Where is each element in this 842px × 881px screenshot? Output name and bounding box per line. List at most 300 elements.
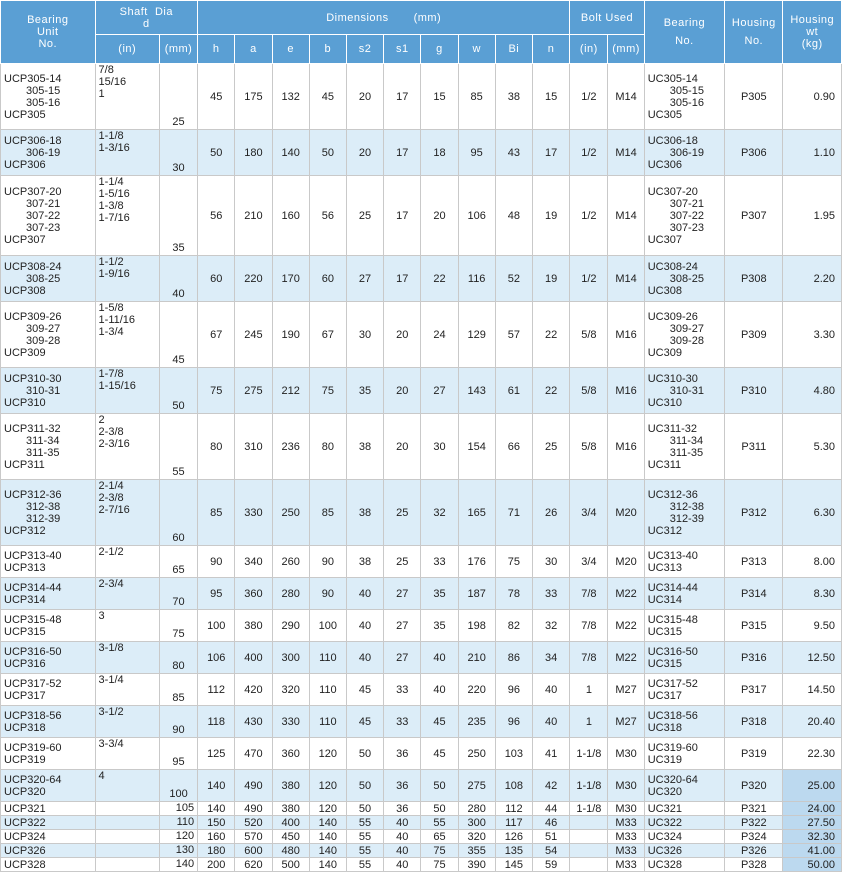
shaft-mm-cell: 105 [159, 802, 197, 816]
shaft-in-line: 3-3/4 [98, 738, 124, 750]
table-header [1, 1, 842, 64]
bolt-mm-cell: M33 [608, 858, 644, 872]
dim-h-cell: 118 [198, 706, 235, 738]
bolt-in-cell: 3/4 [570, 546, 608, 578]
shaft-mm-cell: 35 [159, 176, 197, 256]
dim-s1-cell: 40 [384, 830, 421, 844]
dim-s1-cell: 17 [384, 256, 421, 302]
bearing-unit-no-cell [1, 368, 96, 414]
housing-wt-header: Housing wt (kg) [783, 1, 842, 64]
dim-e-cell: 500 [272, 858, 309, 872]
table-row [1, 64, 842, 130]
housing-wt-cell: 5.30 [783, 414, 842, 480]
bearing-no-line: 307-21 [669, 197, 704, 210]
dim-g-cell: 65 [421, 830, 458, 844]
dim-b-cell: 85 [309, 480, 346, 546]
dim-w-cell: 106 [458, 176, 495, 256]
dim-b-cell: 90 [309, 578, 346, 610]
dim-s1-cell: 33 [384, 706, 421, 738]
housing-no-cell: P321 [725, 802, 783, 816]
shaft-in-cell [95, 480, 159, 546]
dim-g-cell: 75 [421, 844, 458, 858]
bearing-no-line: UC321 [647, 802, 682, 815]
bolt-mm-cell: M27 [608, 706, 644, 738]
unit-no-line: 307-21 [26, 197, 61, 210]
unit-no-line: UCP320-64 [4, 773, 62, 786]
bolt-in-cell [570, 844, 608, 858]
housing-wt-cell: 1.10 [783, 130, 842, 176]
unit-no-line: UCP306 [4, 158, 46, 171]
dim-n-cell: 15 [532, 64, 569, 130]
dim-h-cell: 50 [198, 130, 235, 176]
dim-e-cell: 280 [272, 578, 309, 610]
dim-s2-cell: 38 [346, 546, 383, 578]
dim-n-cell: 42 [532, 770, 569, 802]
dim-b-cell: 45 [309, 64, 346, 130]
unit-no-line: UCP328 [4, 858, 46, 871]
bearing-unit-no-cell [1, 64, 96, 130]
dim-s1-cell: 40 [384, 858, 421, 872]
dim-e-cell: 190 [272, 302, 309, 368]
dim-h-cell: 140 [198, 802, 235, 816]
unit-no-line: 306-19 [26, 146, 61, 159]
table-row [1, 610, 842, 642]
dim-g-cell: 27 [421, 368, 458, 414]
dim-s2-cell: 45 [346, 674, 383, 706]
dim-g-cell: 18 [421, 130, 458, 176]
dim-n-cell: 25 [532, 414, 569, 480]
shaft-in-cell [95, 176, 159, 256]
dim-bi-cell: 145 [495, 858, 532, 872]
shaft-mm-cell: 75 [159, 610, 197, 642]
bearing-no-line: 311-34 [669, 434, 704, 447]
housing-no-cell: P308 [725, 256, 783, 302]
bearing-no-line: UC313-40 [647, 549, 698, 562]
dim-b-cell: 110 [309, 674, 346, 706]
shaft-in-cell [95, 368, 159, 414]
dim-b-cell: 140 [309, 816, 346, 830]
bolt-in-cell: 1-1/8 [570, 738, 608, 770]
bearing-no-cell [644, 368, 724, 414]
shaft-in-line: 1-9/16 [98, 268, 130, 280]
shaft-mm-cell: 65 [159, 546, 197, 578]
dim-n-cell: 46 [532, 816, 569, 830]
shaft-in-line: 2-7/16 [98, 504, 130, 516]
shaft-in-line: 1-1/8 [98, 130, 124, 142]
unit-no-line: 305-16 [26, 96, 61, 109]
housing-no-cell: P328 [725, 858, 783, 872]
dim-w-cell: 320 [458, 830, 495, 844]
dim-bi-cell: 57 [495, 302, 532, 368]
dim-w-cell: 220 [458, 674, 495, 706]
subheader-s1: s1 [384, 35, 421, 64]
bearing-no-line: 309-28 [669, 334, 704, 347]
shaft-in-cell [95, 858, 159, 872]
dim-e-cell: 212 [272, 368, 309, 414]
dim-h-cell: 60 [198, 256, 235, 302]
dim-a-cell: 400 [235, 642, 272, 674]
dim-s2-cell: 45 [346, 706, 383, 738]
bearing-no-line: 309-27 [669, 322, 704, 335]
dim-h-cell: 56 [198, 176, 235, 256]
bearing-no-cell [644, 610, 724, 642]
unit-no-line: UCP309 [4, 346, 46, 359]
dim-h-cell: 160 [198, 830, 235, 844]
dim-w-cell: 210 [458, 642, 495, 674]
dim-e-cell: 290 [272, 610, 309, 642]
bolt-in-cell: 1-1/8 [570, 802, 608, 816]
dim-w-cell: 129 [458, 302, 495, 368]
dim-e-cell: 380 [272, 802, 309, 816]
unit-no-line: UCP324 [4, 830, 46, 843]
unit-no-line: UCP312 [4, 524, 46, 537]
dim-n-cell: 17 [532, 130, 569, 176]
bolt-in-cell: 7/8 [570, 578, 608, 610]
bearing-no-line: UC326 [647, 844, 682, 857]
dim-s1-cell: 40 [384, 816, 421, 830]
subheader-h: h [198, 35, 235, 64]
dim-s1-cell: 27 [384, 578, 421, 610]
unit-no-line: 309-27 [26, 322, 61, 335]
dim-g-cell: 32 [421, 480, 458, 546]
dim-b-cell: 80 [309, 414, 346, 480]
bearing-no-line: UC314-44 [647, 581, 698, 594]
dim-s2-cell: 55 [346, 830, 383, 844]
table-row [1, 130, 842, 176]
dim-b-cell: 75 [309, 368, 346, 414]
dim-s1-cell: 27 [384, 610, 421, 642]
dim-bi-cell: 52 [495, 256, 532, 302]
table-row [1, 674, 842, 706]
dim-e-cell: 300 [272, 642, 309, 674]
dim-e-cell: 132 [272, 64, 309, 130]
subheader-w: w [458, 35, 495, 64]
shaft-in-line: 2-1/2 [98, 546, 124, 558]
bearing-unit-no-cell [1, 706, 96, 738]
shaft-in-cell [95, 610, 159, 642]
shaft-mm-cell: 30 [159, 130, 197, 176]
bolt-mm-cell: M14 [608, 176, 644, 256]
dim-bi-cell: 126 [495, 830, 532, 844]
bearing-no-line: UC306 [647, 158, 682, 171]
unit-no-line: UCP318-56 [4, 709, 62, 722]
bearing-no-line: UC305-14 [647, 72, 698, 85]
shaft-in-line: 1 [98, 88, 105, 100]
table-row [1, 642, 842, 674]
bolt-in-cell [570, 816, 608, 830]
unit-no-line: UCP310-30 [4, 372, 62, 385]
dim-s1-cell: 25 [384, 546, 421, 578]
bolt-in-cell: 5/8 [570, 368, 608, 414]
dim-w-cell: 85 [458, 64, 495, 130]
dim-bi-cell: 75 [495, 546, 532, 578]
bearing-no-cell [644, 706, 724, 738]
dim-n-cell: 59 [532, 858, 569, 872]
bearing-no-line: UC319 [647, 753, 682, 766]
dim-b-cell: 140 [309, 858, 346, 872]
table-row [1, 414, 842, 480]
bearing-unit-no-cell [1, 610, 96, 642]
bearing-no-cell [644, 674, 724, 706]
table-row [1, 858, 842, 872]
bolt-in-cell: 1/2 [570, 64, 608, 130]
dim-s1-cell: 36 [384, 802, 421, 816]
shaft-mm-cell: 140 [159, 858, 197, 872]
dim-a-cell: 245 [235, 302, 272, 368]
shaft-in-line: 1-3/4 [98, 326, 124, 338]
shaft-in-line: 7/8 [98, 64, 114, 76]
shaft-mm-cell: 60 [159, 480, 197, 546]
table-body [1, 64, 842, 872]
unit-no-line: 307-22 [26, 209, 61, 222]
housing-no-cell: P315 [725, 610, 783, 642]
housing-wt-cell: 12.50 [783, 642, 842, 674]
bearing-no-line: UC318 [647, 721, 682, 734]
dim-g-cell: 40 [421, 674, 458, 706]
bearing-no-cell [644, 770, 724, 802]
shaft-in-line: 2-1/4 [98, 480, 124, 492]
housing-no-cell: P319 [725, 738, 783, 770]
dim-g-cell: 24 [421, 302, 458, 368]
bearing-no-line: UC318-56 [647, 709, 698, 722]
unit-no-line: UCP307 [4, 233, 46, 246]
dim-s2-cell: 40 [346, 610, 383, 642]
dim-n-cell: 32 [532, 610, 569, 642]
dim-g-cell: 30 [421, 414, 458, 480]
dim-s2-cell: 30 [346, 302, 383, 368]
shaft-in-line: 1-5/16 [98, 188, 130, 200]
bearing-no-line: 311-35 [669, 446, 704, 459]
bolt-mm-cell: M30 [608, 802, 644, 816]
bearing-no-line: UC319-60 [647, 741, 698, 754]
shaft-mm-cell: 90 [159, 706, 197, 738]
dim-w-cell: 95 [458, 130, 495, 176]
dim-s2-cell: 50 [346, 802, 383, 816]
shaft-mm-cell: 45 [159, 302, 197, 368]
dim-g-cell: 45 [421, 738, 458, 770]
shaft-in-line: 2-3/4 [98, 578, 124, 590]
shaft-in-line: 1-3/16 [98, 142, 130, 154]
bolt-in-cell: 5/8 [570, 414, 608, 480]
unit-no-line: UCP316-50 [4, 645, 62, 658]
shaft-in-cell [95, 642, 159, 674]
dim-h-cell: 75 [198, 368, 235, 414]
shaft-in-cell [95, 830, 159, 844]
housing-wt-cell: 1.95 [783, 176, 842, 256]
shaft-in-line: 2-3/16 [98, 438, 130, 450]
unit-no-line: UCP315-48 [4, 613, 62, 626]
shaft-mm-cell: 50 [159, 368, 197, 414]
dim-e-cell: 250 [272, 480, 309, 546]
dim-h-cell: 200 [198, 858, 235, 872]
subheader-s2: s2 [346, 35, 383, 64]
housing-wt-cell: 2.20 [783, 256, 842, 302]
subheader-a: a [235, 35, 272, 64]
dim-bi-cell: 86 [495, 642, 532, 674]
dim-b-cell: 140 [309, 844, 346, 858]
shaft-mm-cell: 130 [159, 844, 197, 858]
dim-h-cell: 112 [198, 674, 235, 706]
unit-no-line: UCP315 [4, 625, 46, 638]
housing-wt-cell: 27.50 [783, 816, 842, 830]
bearing-no-line: 306-19 [669, 146, 704, 159]
dim-a-cell: 175 [235, 64, 272, 130]
table-row [1, 802, 842, 816]
bearing-no-line: UC316-50 [647, 645, 698, 658]
shaft-in-line: 3 [98, 610, 105, 622]
bearing-unit-no-cell [1, 176, 96, 256]
bearing-unit-no-cell [1, 414, 96, 480]
dim-e-cell: 480 [272, 844, 309, 858]
subheader-g: g [421, 35, 458, 64]
bearing-no-cell [644, 64, 724, 130]
dim-b-cell: 110 [309, 642, 346, 674]
dim-b-cell: 120 [309, 770, 346, 802]
bearing-no-cell [644, 830, 724, 844]
dim-bi-cell: 78 [495, 578, 532, 610]
shaft-in-line: 3-1/8 [98, 642, 124, 654]
dim-s1-cell: 17 [384, 130, 421, 176]
shaft-in-cell [95, 130, 159, 176]
shaft-in-line: 2 [98, 414, 105, 426]
shaft-mm-cell: 110 [159, 816, 197, 830]
bearing-no-cell [644, 130, 724, 176]
housing-wt-cell: 24.00 [783, 802, 842, 816]
shaft-in-line: 1-1/2 [98, 256, 124, 268]
housing-wt-cell: 9.50 [783, 610, 842, 642]
subheader-mm: (mm) [159, 35, 197, 64]
bearing-unit-no-cell [1, 770, 96, 802]
bearing-no-line: UC320-64 [647, 773, 698, 786]
dim-a-cell: 470 [235, 738, 272, 770]
housing-wt-cell: 41.00 [783, 844, 842, 858]
unit-no-line: 312-38 [26, 500, 61, 513]
shaft-in-line: 2-3/8 [98, 426, 124, 438]
dim-s2-cell: 25 [346, 176, 383, 256]
dim-n-cell: 30 [532, 546, 569, 578]
bearing-no-cell [644, 738, 724, 770]
bearing-no-cell [644, 816, 724, 830]
dim-w-cell: 165 [458, 480, 495, 546]
bearing-no-line: 308-25 [669, 272, 704, 285]
bolt-in-cell: 3/4 [570, 480, 608, 546]
dim-s2-cell: 20 [346, 64, 383, 130]
unit-no-line: UCP316 [4, 657, 46, 670]
dim-bi-cell: 112 [495, 802, 532, 816]
dim-w-cell: 176 [458, 546, 495, 578]
shaft-in-line: 1-15/16 [98, 380, 136, 392]
dim-s2-cell: 20 [346, 130, 383, 176]
bearing-unit-no-cell [1, 130, 96, 176]
dim-s1-cell: 27 [384, 642, 421, 674]
bearing-no-line: 305-15 [669, 84, 704, 97]
shaft-in-line: 15/16 [98, 76, 127, 88]
shaft-in-line: 1-7/16 [98, 212, 130, 224]
dim-w-cell: 154 [458, 414, 495, 480]
housing-no-cell: P309 [725, 302, 783, 368]
dim-w-cell: 116 [458, 256, 495, 302]
unit-no-line: 311-34 [26, 434, 60, 447]
dim-s2-cell: 38 [346, 414, 383, 480]
dim-w-cell: 198 [458, 610, 495, 642]
dim-g-cell: 75 [421, 858, 458, 872]
dim-n-cell: 22 [532, 368, 569, 414]
dim-a-cell: 220 [235, 256, 272, 302]
bolt-in-cell: 1 [570, 706, 608, 738]
dim-w-cell: 390 [458, 858, 495, 872]
housing-wt-cell: 8.00 [783, 546, 842, 578]
table-row [1, 706, 842, 738]
housing-no-cell: P305 [725, 64, 783, 130]
dim-g-cell: 45 [421, 706, 458, 738]
unit-no-line: 312-39 [26, 512, 61, 525]
shaft-in-line: 4 [98, 770, 105, 782]
bearing-no-cell [644, 256, 724, 302]
dim-e-cell: 380 [272, 770, 309, 802]
dim-e-cell: 160 [272, 176, 309, 256]
dim-b-cell: 100 [309, 610, 346, 642]
dim-a-cell: 380 [235, 610, 272, 642]
dim-h-cell: 95 [198, 578, 235, 610]
unit-no-line: 309-28 [26, 334, 61, 347]
dim-bi-cell: 82 [495, 610, 532, 642]
dim-h-cell: 80 [198, 414, 235, 480]
bolt-in-cell [570, 858, 608, 872]
dim-a-cell: 520 [235, 816, 272, 830]
bearing-unit-no-cell [1, 830, 96, 844]
unit-no-line: UCP319 [4, 753, 46, 766]
bearing-no-line: UC324 [647, 830, 682, 843]
bearing-no-cell [644, 414, 724, 480]
bearing-no-line: UC308-24 [647, 260, 698, 273]
bearing-no-cell [644, 642, 724, 674]
shaft-mm-cell: 120 [159, 830, 197, 844]
bearing-no-line: UC328 [647, 858, 682, 871]
shaft-in-line: 1-1/4 [98, 176, 124, 188]
bearing-no-line: UC311-32 [647, 422, 698, 435]
bearing-no-line: UC317-52 [647, 677, 698, 690]
dim-a-cell: 420 [235, 674, 272, 706]
table-row [1, 302, 842, 368]
bearing-unit-no-cell [1, 578, 96, 610]
dim-s1-cell: 36 [384, 738, 421, 770]
dim-h-cell: 140 [198, 770, 235, 802]
dim-h-cell: 106 [198, 642, 235, 674]
shaft-in-cell [95, 578, 159, 610]
bearing-no-line: UC307 [647, 233, 682, 246]
dim-g-cell: 35 [421, 610, 458, 642]
table-row [1, 738, 842, 770]
dim-bi-cell: 61 [495, 368, 532, 414]
dim-e-cell: 170 [272, 256, 309, 302]
unit-no-line: UCP318 [4, 721, 46, 734]
shaft-in-line: 2-3/8 [98, 492, 124, 504]
bearing-unit-no-cell [1, 802, 96, 816]
shaft-in-line: 1-7/8 [98, 368, 124, 380]
bearing-unit-no-cell [1, 546, 96, 578]
bearing-no-line: UC311 [647, 458, 682, 471]
dim-s1-cell: 17 [384, 176, 421, 256]
table-row [1, 830, 842, 844]
shaft-in-cell [95, 844, 159, 858]
unit-no-line: UCP307-20 [4, 185, 62, 198]
dim-n-cell: 54 [532, 844, 569, 858]
subheader-e: e [272, 35, 309, 64]
dim-g-cell: 33 [421, 546, 458, 578]
bearing-no-cell [644, 546, 724, 578]
dim-h-cell: 180 [198, 844, 235, 858]
bearing-unit-no-cell [1, 738, 96, 770]
